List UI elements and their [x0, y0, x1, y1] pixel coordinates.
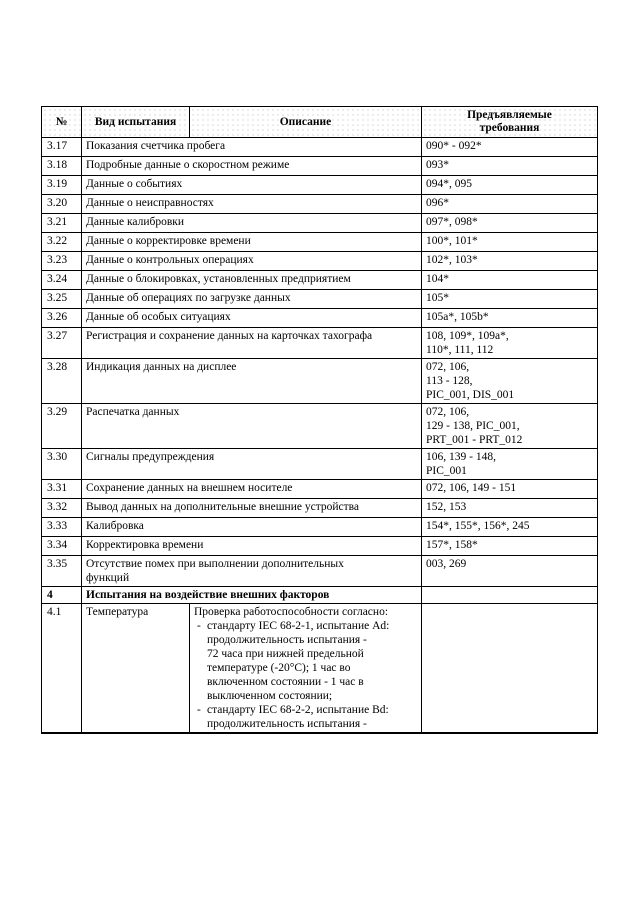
row-req — [422, 449, 598, 480]
row-desc — [82, 556, 422, 587]
section-row — [42, 587, 598, 604]
table-row — [42, 537, 598, 556]
row-req-line: PIC_001 — [426, 465, 467, 477]
table-row — [42, 138, 598, 157]
table-row — [42, 359, 598, 404]
desc-intro: Проверка работоспособности согласно: — [194, 606, 389, 618]
row-req-line: 108, 109*, 109a*, — [426, 330, 509, 342]
row-req-line: 113 - 128, — [426, 375, 473, 387]
table-row — [42, 328, 598, 359]
table-row — [42, 252, 598, 271]
row-req: 072, 106, 149 - 151 — [422, 480, 598, 499]
row-desc — [190, 604, 422, 734]
header-req — [422, 107, 598, 138]
table-row — [42, 499, 598, 518]
table-row — [42, 176, 598, 195]
row-desc: Данные о блокировках, установленных предприятием — [82, 271, 422, 290]
row-desc: Распечатка данных — [82, 404, 422, 449]
row-desc-line: функций — [86, 572, 130, 584]
row-req: 003, 269 — [422, 556, 598, 587]
row-num: 3.29 — [42, 404, 82, 449]
table-row — [42, 157, 598, 176]
header-req-line1: Предъявляемые — [467, 109, 552, 121]
row-desc: Данные о неисправностях — [82, 195, 422, 214]
row-req: 105* — [422, 290, 598, 309]
row-num: 3.33 — [42, 518, 82, 537]
table-row — [42, 556, 598, 587]
table-row — [42, 404, 598, 449]
list-item-line: выключенном состоянии; — [207, 690, 333, 702]
row-req: 093* — [422, 157, 598, 176]
table-row — [42, 214, 598, 233]
row-req-line: 106, 139 - 148, — [426, 451, 496, 463]
row-num: 4.1 — [42, 604, 82, 734]
row-req — [422, 404, 598, 449]
row-req-line: 129 - 138, PIC_001, — [426, 420, 520, 432]
header-desc: Описание — [190, 107, 422, 138]
row-req: 090* - 092* — [422, 138, 598, 157]
row-desc: Данные калибровки — [82, 214, 422, 233]
section-title: Испытания на воздействие внешних факторов — [82, 587, 422, 604]
row-req-line: PRT_001 - PRT_012 — [426, 434, 523, 446]
row-req: 105a*, 105b* — [422, 309, 598, 328]
row-req: 097*, 098* — [422, 214, 598, 233]
list-item-line: - стандарту IEC 68-2-2, испытание Bd: — [207, 704, 389, 716]
row-req-line: 072, 106, — [426, 361, 470, 373]
row-req: 096* — [422, 195, 598, 214]
list-item — [194, 703, 417, 731]
requirement-list — [194, 619, 417, 731]
row-desc: Показания счетчика пробега — [82, 138, 422, 157]
row-desc: Данные о событиях — [82, 176, 422, 195]
table-row — [42, 518, 598, 537]
list-item-line: температуре (-20°C); 1 час во — [207, 662, 351, 674]
row-num: 3.17 — [42, 138, 82, 157]
row-desc: Данные о корректировке времени — [82, 233, 422, 252]
row-num: 3.35 — [42, 556, 82, 587]
row-num: 3.34 — [42, 537, 82, 556]
row-req — [422, 604, 598, 734]
row-num: 3.28 — [42, 359, 82, 404]
row-req: 094*, 095 — [422, 176, 598, 195]
row-num: 3.24 — [42, 271, 82, 290]
row-num: 3.27 — [42, 328, 82, 359]
row-req: 152, 153 — [422, 499, 598, 518]
row-req-line: 110*, 111, 112 — [426, 344, 494, 356]
table-row — [42, 309, 598, 328]
row-num: 3.25 — [42, 290, 82, 309]
row-req-line: 072, 106, — [426, 406, 470, 418]
table-row — [42, 233, 598, 252]
row-num: 3.30 — [42, 449, 82, 480]
header-req-line2: требования — [479, 122, 540, 134]
row-desc: Сигналы предупреждения — [82, 449, 422, 480]
row-req — [422, 359, 598, 404]
row-num: 3.31 — [42, 480, 82, 499]
table-row — [42, 290, 598, 309]
list-item — [194, 619, 417, 703]
row-desc: Регистрация и сохранение данных на карточках тахографа — [82, 328, 422, 359]
row-num: 3.32 — [42, 499, 82, 518]
row-num: 3.18 — [42, 157, 82, 176]
row-req: 102*, 103* — [422, 252, 598, 271]
header-type: Вид испытания — [82, 107, 190, 138]
row-req: 104* — [422, 271, 598, 290]
table-row — [42, 271, 598, 290]
row-type: Температура — [82, 604, 190, 734]
table-row-4-1 — [42, 604, 598, 734]
row-desc: Подробные данные о скоростном режиме — [82, 157, 422, 176]
header-num: № — [42, 107, 82, 138]
row-req: 157*, 158* — [422, 537, 598, 556]
row-num: 3.26 — [42, 309, 82, 328]
requirements-table — [41, 106, 598, 734]
section-num: 4 — [42, 587, 82, 604]
table-body — [42, 138, 598, 587]
list-item-line: - стандарту IEC 68-2-1, испытание Ad: — [207, 620, 390, 632]
row-desc: Данные об особых ситуациях — [82, 309, 422, 328]
list-item-line: продолжительность испытания - — [207, 718, 367, 730]
table-row — [42, 449, 598, 480]
section-req — [422, 587, 598, 604]
row-req: 154*, 155*, 156*, 245 — [422, 518, 598, 537]
row-desc-line: Отсутствие помех при выполнении дополнительных — [86, 558, 344, 570]
table-row — [42, 480, 598, 499]
row-num: 3.22 — [42, 233, 82, 252]
row-desc: Данные об операциях по загрузке данных — [82, 290, 422, 309]
row-desc: Калибровка — [82, 518, 422, 537]
row-desc: Корректировка времени — [82, 537, 422, 556]
row-desc: Вывод данных на дополнительные внешние устройства — [82, 499, 422, 518]
list-item-line: включенном состоянии - 1 час в — [207, 676, 364, 688]
table-row — [42, 195, 598, 214]
row-desc: Индикация данных на дисплее — [82, 359, 422, 404]
row-num: 3.20 — [42, 195, 82, 214]
row-num: 3.21 — [42, 214, 82, 233]
list-item-line: продолжительность испытания - — [207, 634, 367, 646]
table-header — [42, 107, 598, 138]
row-req — [422, 328, 598, 359]
row-desc: Сохранение данных на внешнем носителе — [82, 480, 422, 499]
list-item-line: 72 часа при нижней предельной — [207, 648, 364, 660]
row-req: 100*, 101* — [422, 233, 598, 252]
row-req-line: PIC_001, DIS_001 — [426, 389, 515, 401]
row-desc: Данные о контрольных операциях — [82, 252, 422, 271]
row-num: 3.19 — [42, 176, 82, 195]
row-num: 3.23 — [42, 252, 82, 271]
